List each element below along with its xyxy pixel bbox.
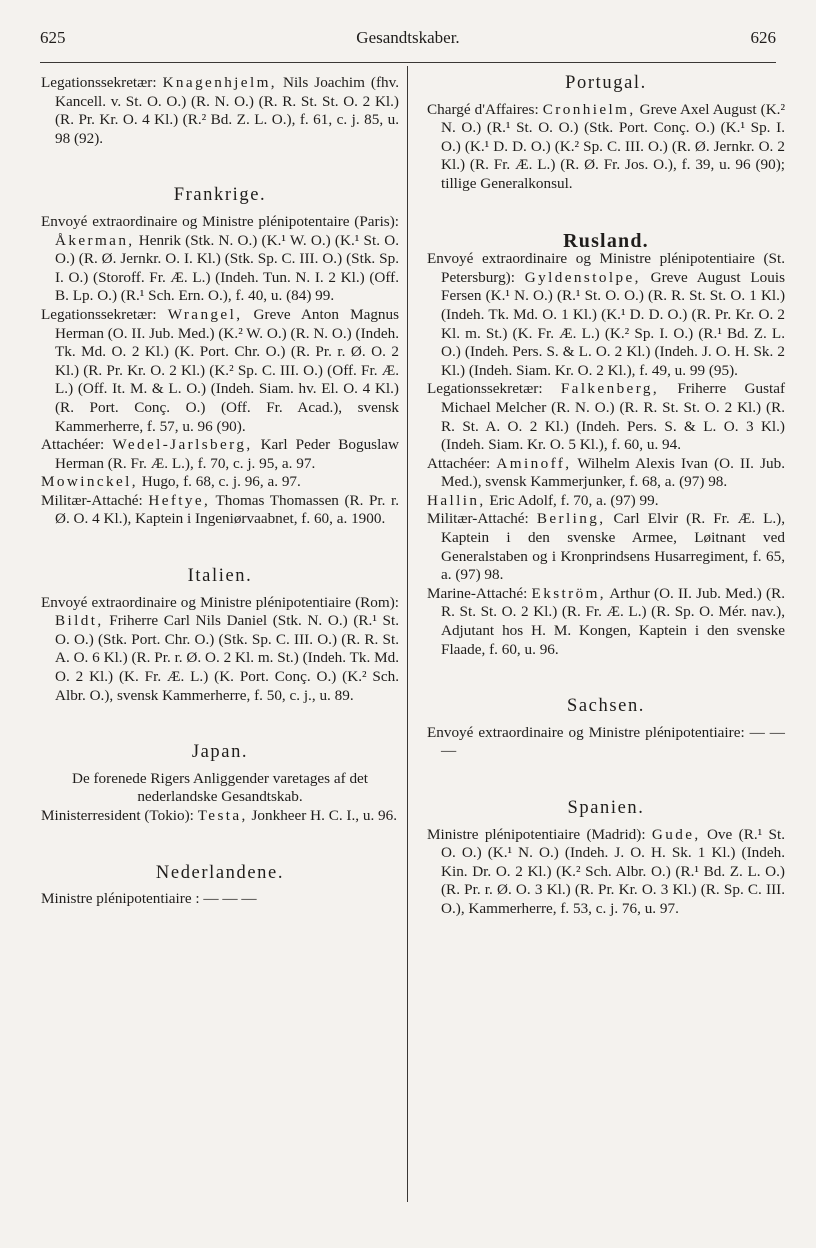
rusland-secretary-entry xyxy=(427,380,785,454)
left-page-number: 625 xyxy=(40,28,66,47)
entry-text: Thomas Thomassen (R. Pr. r. Ø. O. 4 Kl.), Kaptein i Ingeniørvaabnet, f. 60, a. 1900. xyxy=(55,491,399,528)
portugal-charge-entry xyxy=(427,101,785,194)
entry-name: Mowinckel, xyxy=(41,473,138,491)
frankrige-attache-entry-2 xyxy=(41,473,399,492)
rusland-attache-entry-2 xyxy=(427,492,785,511)
entry-label: Marine-Attaché: xyxy=(427,584,528,602)
entry-label: Militær-Attaché: xyxy=(41,491,143,509)
entry-label: Ministre plénipotentiaire (Madrid): xyxy=(427,825,646,843)
nederlandene-line: Ministre plénipotentiaire : — — — xyxy=(41,890,257,908)
entry-label: Legationssekretær: xyxy=(41,305,157,323)
entry-text: Hugo, f. 68, c. j. 96, a. 97. xyxy=(141,473,301,491)
entry-name: Testa, xyxy=(197,807,248,824)
entry-label: Legationssekretær: xyxy=(427,380,543,398)
section-heading-frankrige: Frankrige. xyxy=(173,185,267,206)
rusland-military-attache-entry xyxy=(427,510,785,584)
right-page-number: 626 xyxy=(750,28,776,47)
entry-name: Aminoff, xyxy=(496,454,572,472)
entry-name: Cronhielm, xyxy=(542,100,636,118)
entry-label: Attachéer: xyxy=(427,454,491,472)
section-heading-spanien: Spanien. xyxy=(567,798,645,818)
entry-name: Ekström, xyxy=(531,584,606,602)
entry-text: Wilhelm Alexis Ivan (O. II. Jub. Med.), svensk Kammerjunker, f. 68, a. (97) 98. xyxy=(441,454,785,491)
right-column xyxy=(427,74,785,919)
entry-text: Greve Anton Magnus Herman (O. II. Jub. Med.) (K.² W. O.) (R. N. O.) (Indeh. Tk. Md. O. 2 Kl.) (K. Port. Chr. O.) (R. Pr. r. Ø. O. 2 Kl.) (R. Pr. Kr. O. 2 Kl.) (K.² Sp. C. III. O.) (Off. Fr. Æ. L.) (Off. It. M. & L. O.) (Indeh. Siam. hv. El. O. 4 Kl.) (R. Port. Conç. O.) (Off. Fr. Acad.), svensk Kammerherre, f. 57, u. 96 (90). xyxy=(55,305,400,435)
entry-text: Karl Peder Boguslaw Herman (R. Fr. Æ. L.), f. 70, c. j. 95, a. 97. xyxy=(55,436,400,472)
entry-text: Eric Adolf, f. 70, a. (97) 99. xyxy=(489,491,659,509)
entry-text: Henrik (Stk. N. O.) (K.¹ W. O.) (K.¹ St. O. O.) (R. Ø. Jernkr. O. I. Kl.) (Stk. Sp. C. III. O.) (Stk. Sp. I. O.) (Storoff. Fr. Æ. L.) (Indeh. Tun. N. I. 2 Kl.) (Off. B. Lp. O.) (R.¹ Sch. Ern. O.), f. 40, u. (84) 99. xyxy=(55,231,399,305)
frankrige-secretary-entry xyxy=(41,306,399,436)
entry-name: Heftye, xyxy=(148,491,211,509)
entry-text: Ove (R.¹ St. O. O.) (K.¹ N. O.) (Indeh. J. O. H. Sk. 1 Kl.) (Indeh. Kin. Dr. O. 2 Kl.) (K.² Sch. Albr. O.) (R.¹ Bd. Z. L. O.) (R. Pr. r. Ø. O. 3 Kl.) (R. Pr. Kr. O. 3 Kl.) (R. Sp. C. III. O.), Kammerherre, f. 53, c. j. 76, u. 97. xyxy=(441,825,785,917)
japan-minister-entry xyxy=(41,807,399,826)
entry-text: Friherre Carl Nils Daniel (Stk. N. O.) (R.¹ St. O. O.) (Stk. Port. Chr. O.) (Stk. Sp. C. III. O.) (R. R. St. A. O. 6 Kl.) (R. Pr. r. Ø. O. 2 Kl. m. St.) (Indeh. Tk. Md. O. 2 Kl.) (K. Fr. Æ. L.) (K. Port. Conç. O.) (K.² Sch. Albr. O.), svensk Kammerherre, f. 50, c. j., u. 89. xyxy=(55,612,399,704)
entry-name: Wrangel, xyxy=(167,305,243,323)
rusland-envoy-entry xyxy=(427,250,785,380)
italien-envoy-entry xyxy=(41,594,399,706)
entry-label: Militær-Attaché: xyxy=(427,510,529,528)
entry-label: Envoyé extraordinaire og Ministre plénipotentiaire (Rom): xyxy=(41,593,399,611)
entry-text: Nils Joachim (fhv. Kancell. v. St. O. O.) (R. N. O.) (R. R. St. St. O. 2 Kl.) (R. Pr. Kr. O. 4 Kl.) (R.² Bd. Z. L. O.), f. 61, c. j. 85, u. 98 (92). xyxy=(55,74,400,147)
rusland-naval-attache-entry xyxy=(427,585,785,659)
section-heading-japan: Japan. xyxy=(191,742,249,763)
entry-text: Arthur (O. II. Jub. Med.) (R. R. St. St. O. 2 Kl.) (R. Fr. Æ. L.) (R. Sp. O. Mér. nav.), Adjutant hos H. M. Kongen, Kaptein i den svenske Flaade, f. 60, u. 96. xyxy=(441,584,785,658)
entry-name: Åkerman, xyxy=(55,231,135,249)
running-head xyxy=(40,28,776,56)
spanien-minister-entry xyxy=(427,826,785,919)
section-heading-nederlandene: Nederlandene. xyxy=(155,862,285,883)
entry-name: Knagenhjelm, xyxy=(162,74,277,91)
entry-label: Envoyé extraordinaire og Ministre plénipotentaire (Paris): xyxy=(41,212,399,230)
entry-label: Ministerresident (Tokio): xyxy=(41,807,194,824)
running-title: Gesandtskaber. xyxy=(356,28,460,47)
frankrige-envoy-entry xyxy=(41,213,399,306)
entry-label: Attachéer: xyxy=(41,436,105,454)
entry-text: Carl Elvir (R. Fr. Æ. L.), Kaptein i den svenske Armee, Løitnant ved Generalstaben og i Kronprindsens Husarregiment, f. 65, a. (97) 98. xyxy=(441,510,786,584)
entry-name: Gyldenstolpe, xyxy=(524,268,641,286)
japan-note: De forenede Rigers Anliggender varetages af det nederlandske Gesandtskab. xyxy=(71,769,369,806)
entry-text: Greve Axel August (K.² N. O.) (R.¹ St. O. O.) (Stk. Port. Conç. O.) (K.¹ Sp. I. O.) (K.¹ D. D. O.) (K.² Sp. C. III. O.) (R. Ø. Jernkr. O. 2 Kl.) (R. Fr. Æ. L.) (R. Ø. Fr. Jos. O.), f. 39, u. 96 (90); tillige Generalkonsul. xyxy=(441,100,786,192)
entry-text: Jonkheer H. C. I., u. 96. xyxy=(251,807,398,824)
frankrige-military-attache-entry xyxy=(41,492,399,529)
entry-text: Friherre Gustaf Michael Melcher (R. N. O.) (R. R. St. St. O. 2 Kl.) (R. R. St. A. O. 2 Kl.) (Indeh. Pers. S. & L. O. 3 Kl.) (Indeh. Siam. Kr. O. 5 Kl.), f. 60, u. 94. xyxy=(441,380,786,454)
section-heading-rusland: Rusland. xyxy=(563,229,649,252)
entry-text: Greve August Louis Fersen (K.¹ N. O.) (R.¹ St. O. O.) (R. R. St. St. O. 1 Kl.) (Indeh. Tk. Md. O. 1 Kl.) (K.¹ D. D. O.) (R. Pr. Kr. O. 2 Kl. m. St.) (K. Fr. Æ. L.) (K.² Sp. I. O.) (R.¹ Bd. Z. L. O.) (Indeh. Pers. S. & L. O. 2 Kl.) (Indeh. J. O. H. Sk. 2 Kl.) (Indeh. Siam. Kr. O. 2 Kl.), f. 49, u. 99 (95). xyxy=(441,268,786,379)
entry-label: Chargé d'Affaires: xyxy=(427,100,539,118)
entry-name: Berling, xyxy=(536,510,606,528)
left-column xyxy=(41,74,399,909)
entry-name: Falkenberg, xyxy=(560,380,660,398)
entry-label: Envoyé extraordinaire og Ministre plénipotentiaire (St. Petersburg): xyxy=(427,250,785,286)
entry-name: Hallin, xyxy=(427,491,486,509)
section-heading-italien: Italien. xyxy=(187,566,253,587)
sachsen-line: Envoyé extraordinaire og Ministre plénipotentiaire: — — — xyxy=(427,723,785,760)
entry-name: Gude, xyxy=(651,825,701,843)
section-heading-sachsen: Sachsen. xyxy=(566,696,646,717)
entry-name: Wedel-Jarlsberg, xyxy=(112,436,253,454)
section-heading-portugal: Portugal. xyxy=(565,73,647,93)
header-rule xyxy=(40,62,776,63)
frankrige-attache-entry xyxy=(41,436,399,473)
column-divider xyxy=(407,66,408,1202)
rusland-attache-entry xyxy=(427,455,785,492)
entry-name: Bildt, xyxy=(55,612,104,630)
legation-secretary-entry xyxy=(41,74,399,148)
entry-label: Legationssekretær: xyxy=(41,74,157,91)
